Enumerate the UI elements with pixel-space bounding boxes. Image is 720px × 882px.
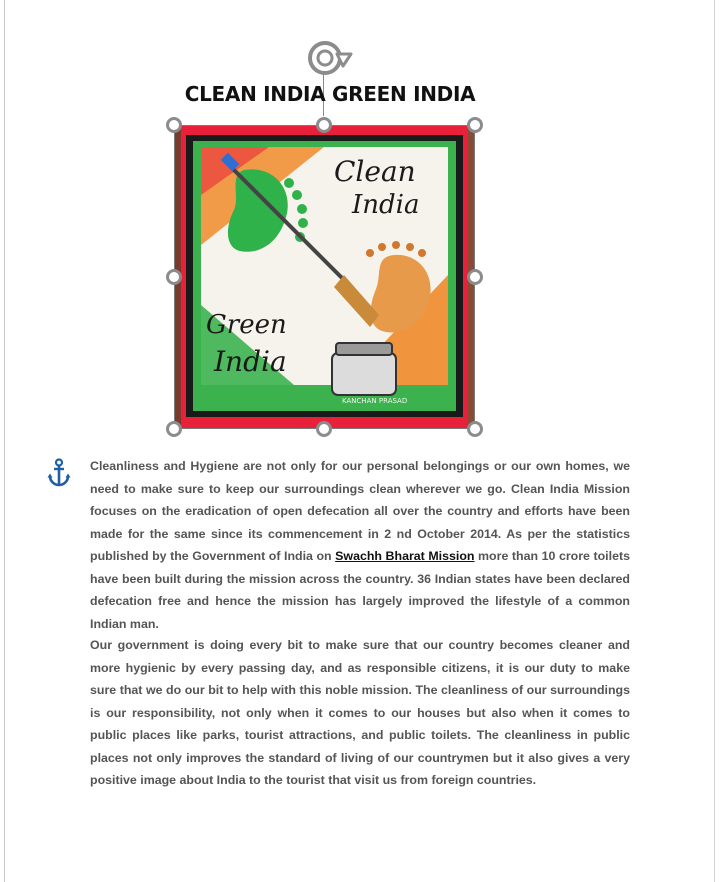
resize-handle-bottom[interactable] [316,421,332,437]
poster-artwork [174,125,475,429]
poster-text-green: Green [206,310,287,340]
resize-handle-right[interactable] [467,269,483,285]
resize-handle-bottom-left[interactable] [166,421,182,437]
document-title: CLEAN INDIA GREEN INDIA [184,82,476,106]
page-edge-left [4,0,5,882]
anchor-icon[interactable] [47,458,71,488]
resize-handle-left[interactable] [166,269,182,285]
paragraph-1-text-end: more than 10 crore toilets have been built during the mission across the country. 36 Indian states have been declared defecation free and hence the mission has largely improved the lifestyle of a common Indian man. [90,549,630,631]
resize-handle-bottom-right[interactable] [467,421,483,437]
poster-image[interactable] [174,125,475,429]
resize-handle-top[interactable] [316,117,332,133]
swachh-bharat-mission-link[interactable]: Swachh Bharat Mission [335,549,475,563]
poster-signature: KANCHAN PRASAD [342,397,408,405]
poster-text-india-top: India [352,190,420,220]
paragraph-1 [90,455,630,635]
poster-text-clean: Clean [334,155,416,188]
resize-handle-top-right[interactable] [467,117,483,133]
resize-handle-top-left[interactable] [166,117,182,133]
poster-text-india-bottom: India [214,345,287,378]
paragraph-2: Our government is doing every bit to make sure that our country becomes cleaner and more hygienic by every passing day, and as responsible citizens, it is our duty to make sure that we do our bit to help with this noble mission. The cleanliness of our surroundings is our responsibility, not only when it comes to our houses but also when it comes to public places like parks, tourist attractions, and public toilets. The cleanliness in public places not only improves the standard of living of our countrymen but it also gives a very positive image about India to the tourist that visit us from foreign countries. [90,638,630,787]
page-edge-right [714,0,715,882]
paragraph-1-text: Cleanliness and Hygiene are not only for our personal belongings or our own homes, we need to make sure to keep our surroundings clean wherever we go. Clean India Mission focuses on the eradication of open defecation all over the country and efforts have been made for the same since its commencement in 2 nd October 2014. As per the statistics published by the Government of India on [90,459,630,563]
rotate-icon[interactable] [303,36,357,80]
